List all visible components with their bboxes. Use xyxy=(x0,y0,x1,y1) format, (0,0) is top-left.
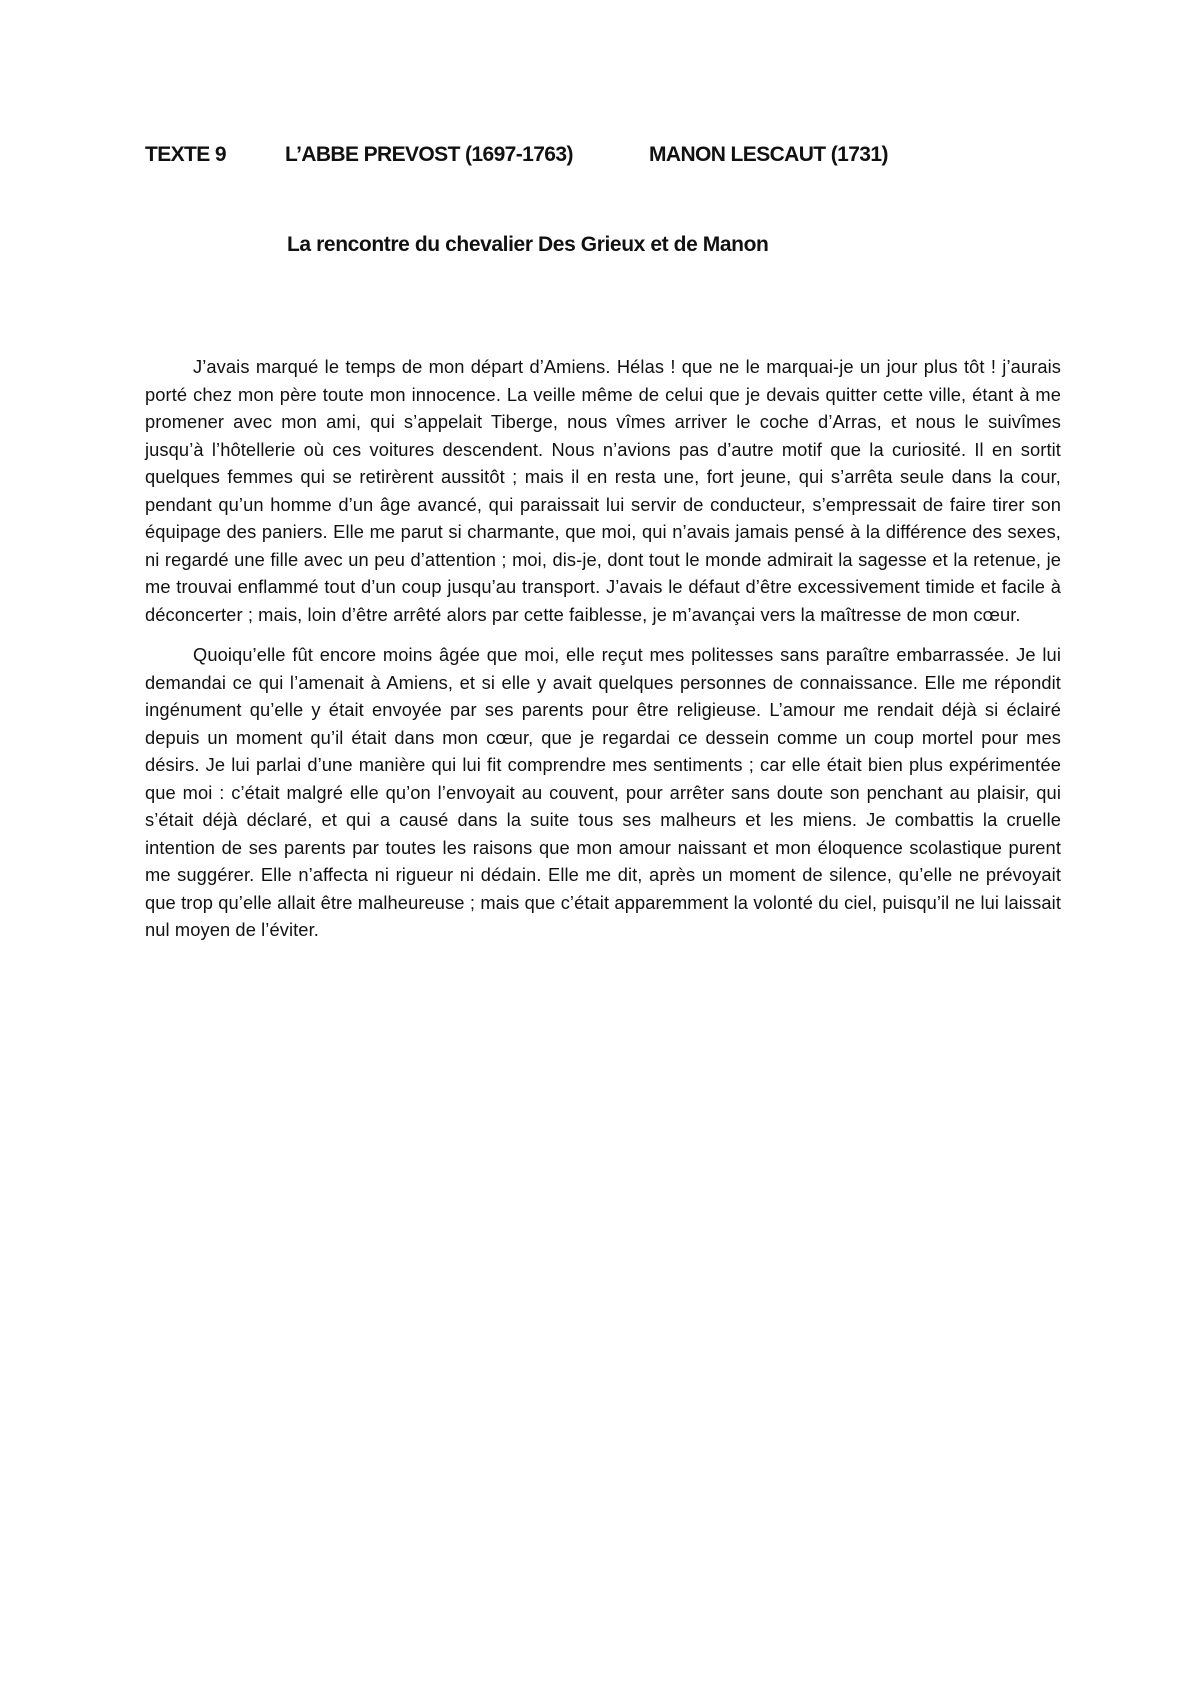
work-title-label: MANON LESCAUT (1731) xyxy=(649,143,888,166)
text-number-label: TEXTE 9 xyxy=(145,143,226,166)
passage-title: La rencontre du chevalier Des Grieux et de Manon xyxy=(287,233,769,256)
author-label: L’ABBE PREVOST (1697-1763) xyxy=(285,143,573,166)
document-header xyxy=(145,143,1065,175)
paragraph-1: J’avais marqué le temps de mon départ d’Amiens. Hélas ! que ne le marquai-je un jour plus tôt ! j’aurais porté chez mon père toute mon innocence. La veille même de celui que je devais quitter cette ville, étant à me promener avec mon ami, qui s’appelait Tiberge, nous vîmes arriver le coche d’Arras, et nous le suivîmes jusqu’à l’hôtellerie où ces voitures descendent. Nous n’avions pas d’autre motif que la curiosité. Il en sortit quelques femmes qui se retirèrent aussitôt ; mais il en resta une, fort jeune, qui s’arrêta seule dans la cour, pendant qu’un homme d’un âge avancé, qui paraissait lui servir de conducteur, s’empressait de faire tirer son équipage des paniers. Elle me parut si charmante, que moi, qui n’avais jamais pensé à la différence des sexes, ni regardé une fille avec un peu d’attention ; moi, dis-je, dont tout le monde admirait la sagesse et la retenue, je me trouvai enflammé tout d’un coup jusqu’au transport. J’avais le défaut d’être excessivement timide et facile à déconcerter ; mais, loin d’être arrêté alors par cette faiblesse, je m’avançai vers la maîtresse de mon cœur. xyxy=(145,356,1061,625)
passage-body xyxy=(145,353,1061,957)
paragraph-2: Quoiqu’elle fût encore moins âgée que moi, elle reçut mes politesses sans paraître embarrassée. Je lui demandai ce qui l’amenait à Amiens, et si elle y avait quelques personnes de connaissance. Elle me répondit ingénument qu’elle y était envoyée par ses parents pour être religieuse. L’amour me rendait déjà si éclairé depuis un moment qu’il était dans mon cœur, que je regardai ce dessein comme un coup mortel pour mes désirs. Je lui parlai d’une manière qui lui fit comprendre mes sentiments ; car elle était bien plus expérimentée que moi : c’était malgré elle qu’on l’envoyait au couvent, pour arrêter sans doute son penchant au plaisir, qui s’était déjà déclaré, et qui a causé dans la suite tous ses malheurs et les miens. Je combattis la cruelle intention de ses parents par toutes les raisons que mon amour naissant et mon éloquence scolastique purent me suggérer. Elle n’affecta ni rigueur ni dédain. Elle me dit, après un moment de silence, qu’elle ne prévoyait que trop qu’elle allait être malheureuse ; mais que c’était apparemment la volonté du ciel, puisqu’il ne lui laissait nul moyen de l’éviter. xyxy=(145,644,1061,940)
